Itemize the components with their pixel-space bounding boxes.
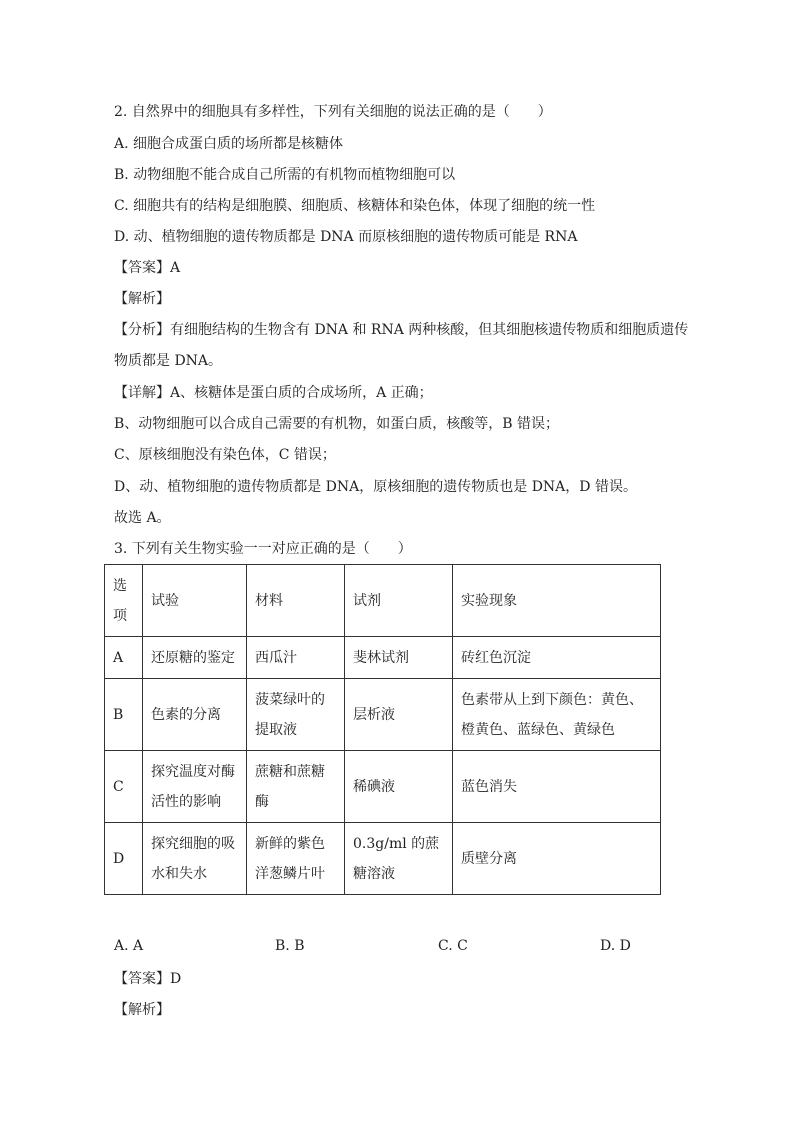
table-cell: 探究细胞的吸水和失水 — [143, 823, 247, 895]
table-cell: 蔗糖和蔗糖酶 — [247, 751, 345, 823]
q3-choices — [114, 938, 634, 958]
table-header-cell: 试剂 — [345, 565, 453, 637]
table-row — [105, 823, 661, 895]
table-header-cell: 材料 — [247, 565, 345, 637]
q2-option-a: A. 细胞合成蛋白质的场所都是核糖体 — [114, 136, 344, 152]
q3-stem: 3. 下列有关生物实验一一对应正确的是（ ） — [114, 541, 412, 557]
table-cell: 稀碘液 — [345, 751, 453, 823]
table-header-cell: 实验现象 — [453, 565, 661, 637]
q2-jiexi-heading: 【解析】 — [114, 291, 170, 307]
table-header-cell: 选项 — [105, 565, 143, 637]
table-cell: 新鲜的紫色洋葱鳞片叶 — [247, 823, 345, 895]
table-cell: 质壁分离 — [453, 823, 661, 895]
q3-answer: 【答案】D — [114, 971, 182, 987]
table-cell: 0.3g/ml 的蔗糖溶液 — [345, 823, 453, 895]
table-cell: 还原糖的鉴定 — [143, 637, 247, 679]
q2-option-b: B. 动物细胞不能合成自己所需的有机物而植物细胞可以 — [114, 167, 456, 183]
table-cell: 色素的分离 — [143, 679, 247, 751]
q2-conclusion: 故选 A。 — [114, 510, 171, 526]
q3-choice-b: B. B — [275, 938, 305, 954]
q2-detail-a: 【详解】A、核糖体是蛋白质的合成场所，A 正确； — [114, 385, 433, 401]
table-cell: D — [105, 823, 143, 895]
q3-choice-a: A. A — [114, 938, 144, 954]
q2-option-d: D. 动、植物细胞的遗传物质都是 DNA 而原核细胞的遗传物质可能是 RNA — [114, 229, 578, 245]
q2-detail-c: C、原核细胞没有染色体，C 错误； — [114, 447, 336, 463]
table-cell: 色素带从上到下颜色：黄色、橙黄色、蓝绿色、黄绿色 — [453, 679, 661, 751]
table-header-row — [105, 565, 661, 637]
table-cell: 菠菜绿叶的提取液 — [247, 679, 345, 751]
q2-option-c: C. 细胞共有的结构是细胞膜、细胞质、核糖体和染色体，体现了细胞的统一性 — [114, 198, 596, 214]
q2-stem: 2. 自然界中的细胞具有多样性，下列有关细胞的说法正确的是（ ） — [114, 104, 552, 120]
table-cell: 探究温度对酶活性的影响 — [143, 751, 247, 823]
table-header-cell: 试验 — [143, 565, 247, 637]
experiment-table — [104, 564, 661, 895]
q2-detail-b: B、动物细胞可以合成自己需要的有机物，如蛋白质，核酸等，B 错误； — [114, 416, 560, 432]
q3-choice-d: D. D — [600, 938, 631, 954]
table-row — [105, 679, 661, 751]
q2-answer: 【答案】A — [114, 260, 181, 276]
table-cell: 斐林试剂 — [345, 637, 453, 679]
table-row — [105, 637, 661, 679]
table-cell: C — [105, 751, 143, 823]
table-row — [105, 751, 661, 823]
table-cell: 西瓜汁 — [247, 637, 345, 679]
q2-analysis-line2: 物质都是 DNA。 — [114, 353, 223, 369]
q2-analysis-line1: 【分析】有细胞结构的生物含有 DNA 和 RNA 两种核酸，但其细胞核遗传物质和细胞质遗传 — [114, 322, 689, 338]
q3-jiexi-heading: 【解析】 — [114, 1002, 170, 1018]
table-cell: 层析液 — [345, 679, 453, 751]
q3-choice-c: C. C — [438, 938, 468, 954]
table-cell: 蓝色消失 — [453, 751, 661, 823]
q2-detail-d: D、动、植物细胞的遗传物质都是 DNA，原核细胞的遗传物质也是 DNA，D 错误。 — [114, 479, 637, 495]
table-cell: A — [105, 637, 143, 679]
table-cell: B — [105, 679, 143, 751]
table-cell: 砖红色沉淀 — [453, 637, 661, 679]
